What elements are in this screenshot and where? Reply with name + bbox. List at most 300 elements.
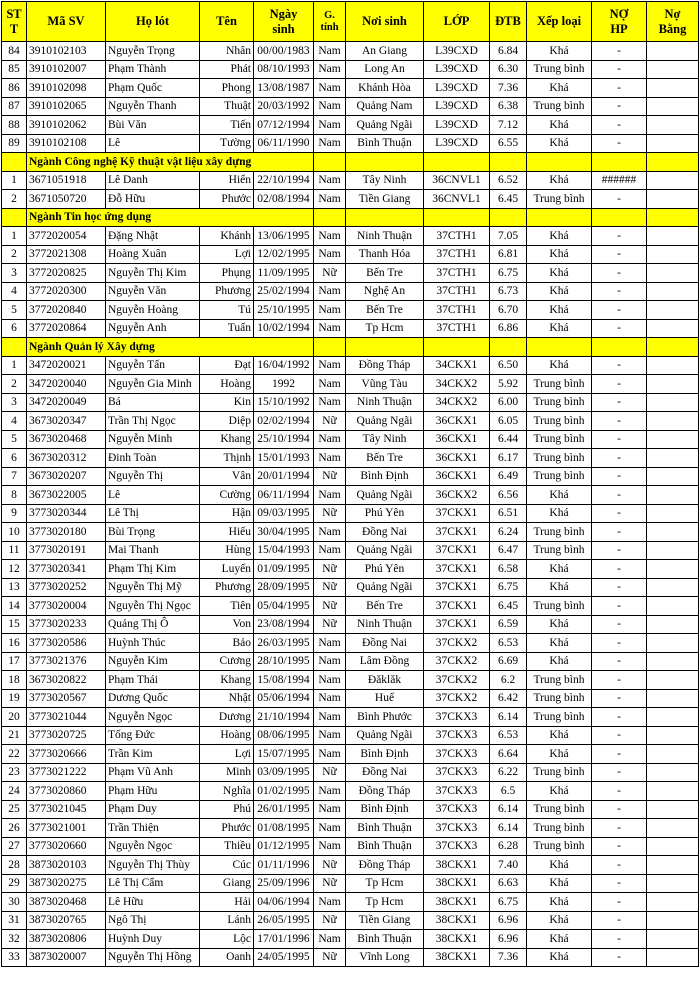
cell-stt: 32 — [2, 930, 27, 949]
cell-gioi-tinh: Nam — [314, 171, 346, 190]
cell-dtb: 6.28 — [490, 837, 527, 856]
cell-lop: 37CKX1 — [424, 541, 490, 560]
cell-ngay-sinh: 01/08/1995 — [254, 819, 314, 838]
cell-xep-loai: Khá — [527, 264, 592, 283]
cell-ten: Phát — [200, 60, 254, 79]
cell-ma-sv: 3773020004 — [27, 597, 106, 616]
cell-ten: Tường — [200, 134, 254, 153]
cell-stt: 16 — [2, 634, 27, 653]
cell-gioi-tinh: Nam — [314, 523, 346, 542]
section-title: Ngành Quản lý Xây dựng — [27, 338, 314, 357]
cell-ho-lot: Huỳnh Duy — [106, 930, 200, 949]
table-row — [2, 375, 699, 394]
cell-no-bang — [647, 245, 699, 264]
cell-no-bang — [647, 42, 699, 61]
cell-ho-lot: Hoàng Xuân — [106, 245, 200, 264]
section-blank-cell — [647, 153, 699, 172]
table-row — [2, 301, 699, 320]
cell-ngay-sinh: 24/05/1995 — [254, 948, 314, 967]
cell-ma-sv: 3773020180 — [27, 523, 106, 542]
header-ten — [200, 2, 254, 42]
cell-gioi-tinh: Nam — [314, 134, 346, 153]
cell-no-hp: - — [592, 578, 647, 597]
cell-gioi-tinh: Nam — [314, 319, 346, 338]
cell-ho-lot: Lê Danh — [106, 171, 200, 190]
cell-no-hp: - — [592, 597, 647, 616]
cell-ho-lot: Phạm Thị Kim — [106, 560, 200, 579]
cell-ho-lot: Nguyễn Thanh — [106, 97, 200, 116]
cell-no-bang — [647, 652, 699, 671]
section-title: Ngành Tin học ứng dụng — [27, 208, 314, 227]
cell-ngay-sinh: 20/03/1992 — [254, 97, 314, 116]
cell-lop: 34CKX1 — [424, 356, 490, 375]
cell-ten: Thịnh — [200, 449, 254, 468]
cell-ma-sv: 3773020191 — [27, 541, 106, 560]
cell-ngay-sinh: 26/05/1995 — [254, 911, 314, 930]
table-row — [2, 356, 699, 375]
cell-stt: 1 — [2, 227, 27, 246]
cell-dtb: 6.14 — [490, 708, 527, 727]
cell-no-hp: - — [592, 245, 647, 264]
section-blank-cell — [490, 338, 527, 357]
cell-ngay-sinh: 11/09/1995 — [254, 264, 314, 283]
cell-ma-sv: 3773021001 — [27, 819, 106, 838]
cell-dtb: 6.22 — [490, 763, 527, 782]
cell-ngay-sinh: 28/09/1995 — [254, 578, 314, 597]
cell-no-hp: - — [592, 782, 647, 801]
cell-ten: Phú — [200, 800, 254, 819]
cell-no-hp: - — [592, 763, 647, 782]
cell-ma-sv: 3773020344 — [27, 504, 106, 523]
cell-ma-sv: 3910102062 — [27, 116, 106, 135]
cell-noi-sinh: Bến Tre — [346, 449, 424, 468]
cell-ho-lot: Bùi Trọng — [106, 523, 200, 542]
header-stt-text: ST T — [6, 6, 22, 36]
cell-no-bang — [647, 97, 699, 116]
table-row — [2, 652, 699, 671]
cell-gioi-tinh: Nam — [314, 893, 346, 912]
cell-ho-lot: Phạm Vũ Anh — [106, 763, 200, 782]
cell-stt: 13 — [2, 578, 27, 597]
section-blank-cell — [2, 338, 27, 357]
cell-ngay-sinh: 01/02/1995 — [254, 782, 314, 801]
cell-ten: Đạt — [200, 356, 254, 375]
cell-dtb: 6.30 — [490, 60, 527, 79]
cell-no-hp: - — [592, 486, 647, 505]
cell-noi-sinh: Đăklăk — [346, 671, 424, 690]
cell-xep-loai: Trung bình — [527, 393, 592, 412]
cell-ten: Phước — [200, 819, 254, 838]
cell-ho-lot: Nguyễn Tấn — [106, 356, 200, 375]
cell-no-hp: - — [592, 930, 647, 949]
cell-stt: 6 — [2, 319, 27, 338]
cell-gioi-tinh: Nam — [314, 245, 346, 264]
cell-no-hp: - — [592, 634, 647, 653]
cell-no-bang — [647, 319, 699, 338]
cell-stt: 6 — [2, 449, 27, 468]
table-row — [2, 856, 699, 875]
cell-ma-sv: 3472020021 — [27, 356, 106, 375]
cell-stt: 30 — [2, 893, 27, 912]
cell-stt: 10 — [2, 523, 27, 542]
cell-ten: Nghĩa — [200, 782, 254, 801]
cell-ten: Tiên — [200, 597, 254, 616]
cell-ngay-sinh: 00/00/1983 — [254, 42, 314, 61]
cell-ngay-sinh: 26/01/1995 — [254, 800, 314, 819]
cell-gioi-tinh: Nam — [314, 301, 346, 320]
cell-gioi-tinh: Nam — [314, 227, 346, 246]
cell-lop: 37CKX3 — [424, 763, 490, 782]
cell-ho-lot: Bùi Văn — [106, 116, 200, 135]
cell-ngay-sinh: 06/11/1990 — [254, 134, 314, 153]
section-blank-cell — [647, 338, 699, 357]
cell-ma-sv: 3773020586 — [27, 634, 106, 653]
cell-ma-sv: 3772020300 — [27, 282, 106, 301]
cell-no-hp: - — [592, 708, 647, 727]
cell-gioi-tinh: Nữ — [314, 615, 346, 634]
cell-ho-lot: Ngô Thị — [106, 911, 200, 930]
cell-noi-sinh: Lâm Đồng — [346, 652, 424, 671]
cell-no-hp: - — [592, 745, 647, 764]
cell-noi-sinh: Quảng Ngãi — [346, 726, 424, 745]
cell-ten: Giang — [200, 874, 254, 893]
cell-stt: 27 — [2, 837, 27, 856]
cell-no-hp: - — [592, 689, 647, 708]
cell-ten: Thuật — [200, 97, 254, 116]
cell-ma-sv: 3873020468 — [27, 893, 106, 912]
cell-no-bang — [647, 893, 699, 912]
cell-xep-loai: Khá — [527, 319, 592, 338]
cell-no-bang — [647, 134, 699, 153]
cell-ten: Tú — [200, 301, 254, 320]
table-row — [2, 800, 699, 819]
cell-noi-sinh: Tây Ninh — [346, 171, 424, 190]
cell-stt: 18 — [2, 671, 27, 690]
cell-gioi-tinh: Nữ — [314, 412, 346, 431]
section-blank-cell — [346, 208, 424, 227]
cell-no-bang — [647, 911, 699, 930]
cell-ten: Thiều — [200, 837, 254, 856]
cell-noi-sinh: Bình Phước — [346, 708, 424, 727]
header-masv-text: Mã SV — [47, 14, 85, 28]
cell-gioi-tinh: Nam — [314, 42, 346, 61]
cell-stt: 89 — [2, 134, 27, 153]
cell-xep-loai: Khá — [527, 356, 592, 375]
header-masv — [27, 2, 106, 42]
table-row — [2, 319, 699, 338]
table-row — [2, 171, 699, 190]
cell-stt: 26 — [2, 819, 27, 838]
cell-ten: Hận — [200, 504, 254, 523]
cell-no-hp: - — [592, 393, 647, 412]
cell-ma-sv: 3773021376 — [27, 652, 106, 671]
header-gtinh-text: G. tính — [320, 9, 339, 33]
cell-dtb: 6.59 — [490, 615, 527, 634]
cell-ngay-sinh: 01/09/1995 — [254, 560, 314, 579]
cell-xep-loai: Trung bình — [527, 60, 592, 79]
cell-no-bang — [647, 837, 699, 856]
cell-stt: 1 — [2, 356, 27, 375]
cell-lop: 36CKX2 — [424, 486, 490, 505]
cell-gioi-tinh: Nữ — [314, 560, 346, 579]
section-blank-cell — [592, 208, 647, 227]
table-row — [2, 523, 699, 542]
cell-ma-sv: 3673020207 — [27, 467, 106, 486]
cell-no-hp: - — [592, 948, 647, 967]
cell-ho-lot: Nguyễn Thị Hồng — [106, 948, 200, 967]
table-row — [2, 412, 699, 431]
cell-no-hp: - — [592, 264, 647, 283]
cell-lop: 37CKX3 — [424, 726, 490, 745]
cell-lop: 38CKX1 — [424, 893, 490, 912]
cell-stt: 8 — [2, 486, 27, 505]
header-stt — [2, 2, 27, 42]
cell-dtb: 6.49 — [490, 467, 527, 486]
cell-ma-sv: 3673020822 — [27, 671, 106, 690]
cell-no-bang — [647, 486, 699, 505]
cell-no-bang — [647, 79, 699, 98]
cell-ten: Vân — [200, 467, 254, 486]
table-row — [2, 763, 699, 782]
cell-ngay-sinh: 25/10/1994 — [254, 430, 314, 449]
cell-no-hp: - — [592, 671, 647, 690]
cell-ten: Von — [200, 615, 254, 634]
cell-lop: 36CKX1 — [424, 467, 490, 486]
cell-gioi-tinh: Nam — [314, 375, 346, 394]
header-nobang-text: Nợ Bằng — [658, 6, 687, 36]
cell-lop: 37CKX1 — [424, 578, 490, 597]
cell-lop: 37CKX2 — [424, 671, 490, 690]
table-row — [2, 504, 699, 523]
cell-noi-sinh: Phú Yên — [346, 560, 424, 579]
cell-noi-sinh: Đồng Nai — [346, 634, 424, 653]
cell-ho-lot: Nguyễn Minh — [106, 430, 200, 449]
cell-ma-sv: 3673022005 — [27, 486, 106, 505]
cell-ma-sv: 3773020725 — [27, 726, 106, 745]
cell-no-hp: - — [592, 301, 647, 320]
cell-ho-lot: Nguyễn Hoàng — [106, 301, 200, 320]
cell-no-hp: - — [592, 560, 647, 579]
cell-noi-sinh: Bình Định — [346, 467, 424, 486]
cell-dtb: 6.58 — [490, 560, 527, 579]
header-ten-text: Tên — [216, 14, 237, 28]
cell-ho-lot: Phạm Thái — [106, 671, 200, 690]
table-row — [2, 911, 699, 930]
cell-ma-sv: 3910102108 — [27, 134, 106, 153]
cell-lop: 38CKX1 — [424, 874, 490, 893]
cell-ten: Tuấn — [200, 319, 254, 338]
cell-lop: 37CKX3 — [424, 708, 490, 727]
cell-lop: 38CKX1 — [424, 911, 490, 930]
cell-stt: 2 — [2, 245, 27, 264]
cell-xep-loai: Trung bình — [527, 430, 592, 449]
cell-xep-loai: Khá — [527, 116, 592, 135]
cell-ho-lot: Phạm Hữu — [106, 782, 200, 801]
cell-ngay-sinh: 23/08/1994 — [254, 615, 314, 634]
table-row — [2, 430, 699, 449]
table-row — [2, 874, 699, 893]
table-row — [2, 948, 699, 967]
cell-lop: 36CNVL1 — [424, 171, 490, 190]
section-row — [2, 153, 699, 172]
cell-noi-sinh: Vĩnh Long — [346, 948, 424, 967]
cell-xep-loai: Khá — [527, 782, 592, 801]
cell-ho-lot: Nguyễn Thị Ngọc — [106, 597, 200, 616]
cell-gioi-tinh: Nam — [314, 837, 346, 856]
cell-ma-sv: 3773020860 — [27, 782, 106, 801]
cell-noi-sinh: Bình Thuận — [346, 837, 424, 856]
cell-dtb: 6.55 — [490, 134, 527, 153]
cell-stt: 1 — [2, 171, 27, 190]
cell-xep-loai: Trung bình — [527, 708, 592, 727]
cell-no-bang — [647, 948, 699, 967]
section-blank-cell — [424, 208, 490, 227]
table-row — [2, 819, 699, 838]
cell-no-bang — [647, 745, 699, 764]
cell-stt: 7 — [2, 467, 27, 486]
cell-noi-sinh: Phú Yên — [346, 504, 424, 523]
cell-stt: 5 — [2, 301, 27, 320]
cell-no-bang — [647, 393, 699, 412]
section-blank-cell — [592, 153, 647, 172]
cell-ngay-sinh: 01/11/1996 — [254, 856, 314, 875]
cell-no-bang — [647, 560, 699, 579]
header-xeploai-text: Xếp loại — [536, 14, 582, 28]
cell-ngay-sinh: 25/10/1995 — [254, 301, 314, 320]
cell-lop: 37CKX2 — [424, 689, 490, 708]
cell-ho-lot: Đặng Nhật — [106, 227, 200, 246]
cell-no-hp: - — [592, 449, 647, 468]
cell-stt: 24 — [2, 782, 27, 801]
cell-ma-sv: 3773021045 — [27, 800, 106, 819]
section-blank-cell — [2, 208, 27, 227]
cell-ngay-sinh: 03/09/1995 — [254, 763, 314, 782]
cell-xep-loai: Khá — [527, 134, 592, 153]
cell-lop: 37CKX3 — [424, 745, 490, 764]
cell-ma-sv: 3673020312 — [27, 449, 106, 468]
cell-gioi-tinh: Nữ — [314, 911, 346, 930]
cell-ngay-sinh: 30/04/1995 — [254, 523, 314, 542]
cell-no-bang — [647, 356, 699, 375]
cell-dtb: 6.75 — [490, 578, 527, 597]
table-row — [2, 578, 699, 597]
cell-no-hp: - — [592, 874, 647, 893]
cell-no-hp: - — [592, 227, 647, 246]
cell-gioi-tinh: Nam — [314, 745, 346, 764]
cell-ten: Phước — [200, 190, 254, 209]
section-blank-cell — [527, 208, 592, 227]
cell-ten: Lợi — [200, 745, 254, 764]
cell-xep-loai: Trung bình — [527, 541, 592, 560]
cell-xep-loai: Khá — [527, 79, 592, 98]
cell-ma-sv: 3773020567 — [27, 689, 106, 708]
cell-lop: 37CKX1 — [424, 560, 490, 579]
cell-no-bang — [647, 301, 699, 320]
cell-no-hp: - — [592, 282, 647, 301]
cell-no-bang — [647, 227, 699, 246]
cell-lop: 37CTH1 — [424, 301, 490, 320]
cell-ma-sv: 3873020275 — [27, 874, 106, 893]
cell-xep-loai: Khá — [527, 42, 592, 61]
cell-ho-lot: Nguyễn Thị Thùy — [106, 856, 200, 875]
cell-ho-lot: Trần Kim — [106, 745, 200, 764]
cell-lop: 36CKX1 — [424, 430, 490, 449]
cell-ten: Khang — [200, 671, 254, 690]
cell-lop: 38CKX1 — [424, 930, 490, 949]
cell-gioi-tinh: Nam — [314, 652, 346, 671]
cell-dtb: 7.36 — [490, 948, 527, 967]
cell-dtb: 6.70 — [490, 301, 527, 320]
table-row — [2, 726, 699, 745]
cell-dtb: 6.42 — [490, 689, 527, 708]
cell-no-hp: - — [592, 116, 647, 135]
table-row — [2, 541, 699, 560]
cell-ngay-sinh: 26/03/1995 — [254, 634, 314, 653]
cell-ma-sv: 3472020049 — [27, 393, 106, 412]
cell-ngay-sinh: 21/10/1994 — [254, 708, 314, 727]
cell-ho-lot: Quảng Thị Ô — [106, 615, 200, 634]
cell-noi-sinh: Đồng Tháp — [346, 356, 424, 375]
cell-ten: Phụng — [200, 264, 254, 283]
cell-ten: Lợi — [200, 245, 254, 264]
cell-xep-loai: Khá — [527, 560, 592, 579]
cell-ma-sv: 3910102007 — [27, 60, 106, 79]
cell-noi-sinh: Tiền Giang — [346, 911, 424, 930]
cell-lop: 37CTH1 — [424, 245, 490, 264]
section-blank-cell — [424, 153, 490, 172]
cell-no-bang — [647, 615, 699, 634]
cell-ten: Hiển — [200, 171, 254, 190]
cell-ngay-sinh: 09/03/1995 — [254, 504, 314, 523]
cell-gioi-tinh: Nam — [314, 430, 346, 449]
cell-lop: 38CKX1 — [424, 948, 490, 967]
cell-noi-sinh: Tiền Giang — [346, 190, 424, 209]
cell-lop: 37CTH1 — [424, 227, 490, 246]
cell-dtb: 6.81 — [490, 245, 527, 264]
cell-ho-lot: Phạm Duy — [106, 800, 200, 819]
table-row — [2, 449, 699, 468]
cell-noi-sinh: Huế — [346, 689, 424, 708]
cell-stt: 2 — [2, 190, 27, 209]
cell-dtb: 6.14 — [490, 800, 527, 819]
cell-xep-loai: Trung bình — [527, 763, 592, 782]
cell-ma-sv: 3873020765 — [27, 911, 106, 930]
cell-xep-loai: Khá — [527, 874, 592, 893]
header-nohp — [592, 2, 647, 42]
cell-xep-loai: Trung bình — [527, 819, 592, 838]
section-blank-cell — [592, 338, 647, 357]
cell-ma-sv: 3910102103 — [27, 42, 106, 61]
cell-dtb: 7.36 — [490, 79, 527, 98]
cell-ten: Diệp — [200, 412, 254, 431]
cell-gioi-tinh: Nữ — [314, 763, 346, 782]
cell-xep-loai: Trung bình — [527, 412, 592, 431]
cell-gioi-tinh: Nam — [314, 541, 346, 560]
cell-no-bang — [647, 763, 699, 782]
cell-gioi-tinh: Nam — [314, 79, 346, 98]
cell-ma-sv: 3772020840 — [27, 301, 106, 320]
cell-dtb: 6.75 — [490, 264, 527, 283]
cell-ho-lot: Trần Thiện — [106, 819, 200, 838]
cell-dtb: 7.40 — [490, 856, 527, 875]
cell-ten: Hải — [200, 893, 254, 912]
cell-dtb: 6.2 — [490, 671, 527, 690]
cell-dtb: 6.14 — [490, 819, 527, 838]
table-row — [2, 79, 699, 98]
cell-ten: Khánh — [200, 227, 254, 246]
cell-no-bang — [647, 856, 699, 875]
cell-no-hp: - — [592, 79, 647, 98]
